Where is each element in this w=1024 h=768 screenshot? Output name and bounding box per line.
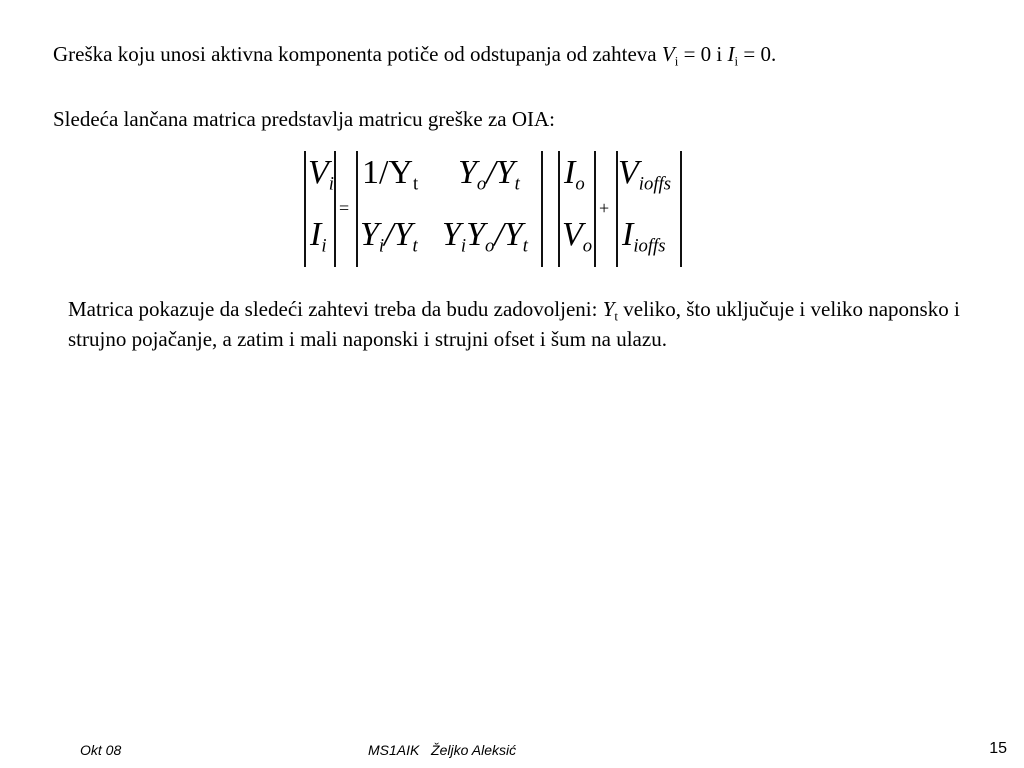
matrix-a21: $Y_i/Y_t$ xyxy=(360,216,418,257)
equals-zero-and: = 0 i xyxy=(678,42,728,66)
conclusion-before: Matrica pokazuje da sledeći zahtevi treba da budu zadovoljeni: xyxy=(68,297,603,321)
equals-zero-end: = 0. xyxy=(738,42,777,66)
bracket-bar xyxy=(334,151,336,267)
vi-subscript: i xyxy=(674,53,679,69)
footer-date: Okt 08 xyxy=(80,742,122,758)
yt-subscript: t xyxy=(614,308,619,324)
conclusion-paragraph xyxy=(68,294,988,354)
matrix-a12: $Y_o/Y_t$ xyxy=(458,154,520,195)
matrix-a11: $1/Y_t$ xyxy=(362,154,419,195)
lhs-ii: $I_i$ xyxy=(310,216,327,257)
footer-course: MS1AIK xyxy=(368,742,420,758)
intro-text: Greška koju unosi aktivna komponenta potiče od odstupanja od zahteva xyxy=(53,42,657,66)
footer-author-name: Željko Aleksić xyxy=(431,742,517,758)
bracket-bar xyxy=(304,151,306,267)
matrix-a22: $Y_iY_o/Y_t$ xyxy=(442,216,528,257)
equals-sign: = xyxy=(339,198,350,218)
plus-sign: + xyxy=(599,198,610,218)
bracket-bar xyxy=(356,151,358,267)
page-number: 15 xyxy=(989,740,1007,757)
vi-symbol: V xyxy=(661,42,675,66)
bracket-bar xyxy=(541,151,543,267)
bracket-bar xyxy=(680,151,682,267)
lhs-vi: $V_i$ xyxy=(308,154,334,195)
bracket-bar xyxy=(594,151,596,267)
vec-vo: $V_o$ xyxy=(562,216,593,257)
vec-iioffs: $I_{ioffs}$ xyxy=(622,216,666,257)
conclusion-after: veliko, što uključuje i veliko naponsko i strujno pojačanje, a zatim i mali naponski i strujni ofset i šum na ulazu. xyxy=(68,297,960,351)
ii-symbol: I xyxy=(727,42,735,66)
ii-subscript: i xyxy=(734,53,739,69)
bracket-bar xyxy=(558,151,560,267)
error-matrix-equation xyxy=(300,148,692,270)
yt-symbol: Y xyxy=(602,297,615,321)
vec-vioffs: $V_{ioffs}$ xyxy=(618,154,671,195)
vec-io: $I_o$ xyxy=(564,154,585,195)
intro-line xyxy=(53,42,776,67)
footer-author xyxy=(368,742,516,758)
matrix-intro: Sledeća lančana matrica predstavlja matricu greške za OIA: xyxy=(53,107,556,131)
